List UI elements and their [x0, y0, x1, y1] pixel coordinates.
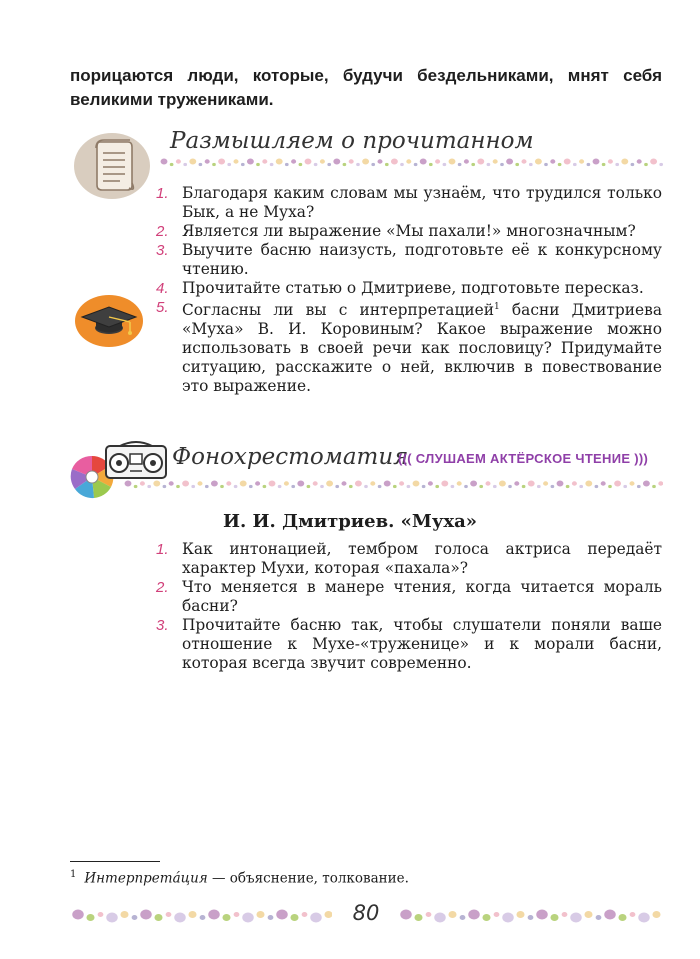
decorative-dot	[608, 485, 612, 488]
decorative-dot	[543, 481, 548, 485]
decorative-dot	[644, 163, 648, 166]
question-number: 3.	[156, 617, 169, 634]
decorative-dot	[468, 910, 480, 920]
decorative-dot	[268, 915, 274, 920]
decorative-dot	[422, 485, 426, 488]
decorative-dot	[326, 481, 333, 487]
decorative-dot	[320, 159, 325, 163]
footnote-marker: 1	[70, 869, 77, 880]
decorative-dot	[477, 159, 484, 165]
list-item	[148, 222, 662, 241]
decorative-dot	[341, 481, 346, 485]
decorative-dot	[585, 481, 592, 487]
decorative-dot	[464, 485, 468, 488]
page-number: 80	[352, 901, 380, 925]
decorative-dot-line	[158, 156, 663, 170]
decorative-dot	[305, 159, 312, 165]
decorative-dot	[457, 481, 462, 485]
decorative-dot	[242, 913, 254, 923]
question-number: 1.	[156, 185, 169, 202]
decorative-dot	[269, 481, 276, 487]
decorative-dot	[263, 485, 267, 488]
decorative-dot	[276, 159, 283, 165]
decorative-dot	[310, 913, 322, 923]
decorative-dot	[400, 910, 412, 920]
footnote-divider	[70, 861, 160, 862]
decorative-dot	[629, 481, 634, 485]
intro-paragraph: порицаются люди, которые, будучи бездельниками, мнят себя великими тружениками.	[70, 66, 662, 109]
decorative-dot	[297, 481, 304, 487]
question-number: 4.	[156, 280, 169, 297]
decorative-dot	[147, 485, 151, 488]
decorative-dot	[566, 485, 570, 488]
decorative-dot	[413, 481, 420, 487]
decorative-dot	[371, 163, 375, 166]
decorative-dot	[570, 913, 582, 923]
tape-recorder-icon	[104, 438, 168, 480]
decorative-dot	[573, 163, 577, 166]
decorative-dot	[176, 485, 180, 488]
question-number: 1.	[156, 541, 169, 558]
decorative-dot	[284, 481, 289, 485]
decorative-dot	[550, 159, 555, 163]
decorative-dot	[593, 159, 600, 165]
list-item	[148, 184, 662, 222]
decorative-dot	[299, 163, 303, 166]
decorative-dot	[270, 163, 274, 166]
decorative-dot	[493, 159, 498, 163]
question-number: 5.	[156, 299, 169, 316]
decorative-dot	[451, 485, 455, 488]
decorative-dot	[443, 163, 447, 166]
question-text: Прочитайте басню так, чтобы слушатели поняли ваше отношение к Мухе-«труженице» и к морали басни, которая всегда звучит современно.	[182, 616, 662, 672]
decorative-dot	[333, 159, 340, 165]
decorative-dot	[448, 911, 456, 918]
decorative-dot	[120, 911, 128, 918]
decorative-dot	[370, 481, 375, 485]
decorative-dot	[218, 159, 225, 165]
decorative-dot	[506, 159, 513, 165]
decorative-dot	[191, 485, 195, 488]
decorative-dot	[529, 163, 533, 166]
question-text: Как интонацией, тембром голоса актриса передаёт характер Мухи, которая «пахала»?	[182, 540, 662, 577]
decorative-dot	[393, 485, 397, 488]
decorative-dot	[378, 485, 382, 488]
decorative-dot	[493, 485, 497, 488]
decorative-dot	[414, 914, 422, 921]
decorative-dot	[182, 481, 189, 487]
decorative-dot	[134, 485, 138, 488]
decorative-dot	[320, 485, 324, 488]
question-text: Выучите басню наизусть, подготовьте её к конкурсному чтению.	[182, 241, 662, 278]
decorative-dot	[420, 159, 427, 165]
decorative-dot	[291, 159, 296, 163]
decorative-dot	[584, 911, 592, 918]
footnote-definition: — объяснение, толкование.	[207, 870, 409, 887]
decorative-dot	[355, 481, 362, 487]
decorative-dot	[652, 911, 660, 918]
decorative-dot	[314, 163, 318, 166]
decorative-dot	[482, 914, 490, 921]
decorative-dot	[601, 481, 606, 485]
decorative-dot	[615, 163, 619, 166]
decorative-dot	[106, 913, 118, 923]
decorative-dot	[479, 485, 483, 488]
decorative-dot	[154, 914, 162, 921]
decorative-dot	[558, 163, 562, 166]
decorative-dot	[458, 163, 462, 166]
decorative-dot	[659, 163, 663, 166]
decorative-dot	[500, 163, 504, 166]
decorative-dot	[535, 159, 542, 165]
decorative-dot	[313, 481, 318, 485]
decorative-dot	[621, 159, 628, 165]
decorative-dot	[630, 912, 636, 917]
decorative-dot	[132, 915, 138, 920]
decorative-dot	[407, 485, 411, 488]
decorative-dot	[572, 481, 577, 485]
decorative-dot	[262, 159, 267, 163]
decorative-dot	[212, 163, 216, 166]
decorative-dot	[290, 914, 298, 921]
decorative-dot	[188, 911, 196, 918]
footnote-term: Интерпретáция	[84, 870, 208, 887]
decorative-dot	[595, 485, 599, 488]
decorative-dot	[278, 485, 282, 488]
scroll-icon	[72, 128, 152, 200]
list-item	[148, 298, 662, 396]
decorative-dot	[349, 159, 354, 163]
decorative-dot	[471, 163, 475, 166]
decorative-dot	[435, 159, 440, 163]
decorative-dot	[205, 159, 210, 163]
decorative-dot	[521, 159, 526, 163]
decorative-dot	[631, 163, 635, 166]
decorative-dot	[140, 910, 152, 920]
decorative-dot	[163, 485, 167, 488]
decorative-dot	[514, 481, 519, 485]
question-number: 3.	[156, 242, 169, 259]
decorative-dot	[174, 913, 186, 923]
decorative-dot	[650, 159, 657, 165]
decorative-dot	[241, 163, 245, 166]
decorative-dot	[189, 159, 196, 165]
decorative-dot	[226, 481, 231, 485]
decorative-dot	[537, 485, 541, 488]
decorative-dot	[356, 163, 360, 166]
decorative-dot-line	[398, 907, 662, 925]
decorative-dot	[211, 481, 218, 487]
decorative-dot	[166, 912, 172, 917]
decorative-dot	[240, 481, 247, 487]
list-item	[148, 279, 662, 298]
decorative-dot	[98, 912, 104, 917]
decorative-dot	[449, 159, 456, 165]
decorative-dot	[608, 159, 613, 163]
decorative-dot	[470, 481, 477, 487]
decorative-dot	[544, 163, 548, 166]
decorative-dot	[579, 485, 583, 488]
decorative-dot	[256, 911, 264, 918]
decorative-dot	[302, 912, 308, 917]
decorative-dot	[220, 485, 224, 488]
decorative-dot	[391, 159, 398, 165]
decorative-dot	[364, 485, 368, 488]
decorative-dot	[638, 913, 650, 923]
question-text: Согласны ли вы с интерпретацией	[182, 301, 494, 320]
decorative-dot	[234, 485, 238, 488]
decorative-dot	[623, 485, 627, 488]
decorative-dot	[528, 481, 535, 487]
decorative-dot	[406, 159, 411, 163]
decorative-dot	[72, 910, 84, 920]
reflection-question-list	[148, 184, 662, 396]
decorative-dot	[233, 159, 238, 163]
decorative-dot	[343, 163, 347, 166]
listening-question-list	[148, 540, 662, 673]
decorative-dot	[522, 485, 526, 488]
decorative-dot	[324, 911, 332, 918]
decorative-dot	[247, 159, 254, 165]
decorative-dot	[551, 485, 555, 488]
decorative-dot	[170, 163, 174, 166]
list-item	[148, 241, 662, 279]
decorative-dot	[460, 915, 466, 920]
decorative-dot	[414, 163, 418, 166]
decorative-dot	[199, 163, 203, 166]
decorative-dot	[362, 159, 369, 165]
decorative-dot	[125, 481, 132, 487]
decorative-dot	[618, 914, 626, 921]
decorative-dot	[564, 159, 571, 165]
decorative-dot	[550, 914, 558, 921]
decorative-dot	[494, 912, 500, 917]
decorative-dot	[291, 485, 295, 488]
decorative-dot	[658, 481, 663, 485]
footnote-reference: 1	[493, 302, 500, 312]
work-title: И. И. Дмитриев. «Муха»	[223, 511, 477, 532]
decorative-dot	[227, 163, 231, 166]
section-heading-reflection: Размышляем о прочитанном	[170, 128, 534, 154]
listen-banner: ((( СЛУШАЕМ АКТЁРСКОЕ ЧТЕНИЕ )))	[398, 451, 649, 466]
decorative-dot	[643, 481, 650, 487]
decorative-dot	[637, 485, 641, 488]
decorative-dot	[183, 163, 187, 166]
decorative-dot	[222, 914, 230, 921]
decorative-dot	[327, 163, 331, 166]
decorative-dot	[596, 915, 602, 920]
decorative-dot	[562, 912, 568, 917]
decorative-dot	[428, 481, 433, 485]
decorative-dot	[587, 163, 591, 166]
decorative-dot	[169, 481, 174, 485]
decorative-dot	[614, 481, 621, 487]
decorative-dot	[429, 163, 433, 166]
decorative-dot	[604, 910, 616, 920]
question-text: басни Дмитриева «Муха» В. И. Коровиным? Какое выражение можно использовать в своей речи как пословицу? Придумайте ситуацию, расскажите о ней, включив в повествование это выражение.	[182, 301, 662, 396]
decorative-dot	[153, 481, 160, 487]
decorative-dot	[249, 485, 253, 488]
decorative-dot	[276, 910, 288, 920]
decorative-dot	[516, 911, 524, 918]
decorative-dot	[384, 481, 391, 487]
question-number: 2.	[156, 579, 169, 596]
decorative-dot	[637, 159, 642, 163]
decorative-dot	[234, 912, 240, 917]
decorative-dot	[508, 485, 512, 488]
decorative-dot	[487, 163, 491, 166]
decorative-dot	[256, 163, 260, 166]
decorative-dot	[485, 481, 490, 485]
list-item	[148, 578, 662, 616]
decorative-dot	[200, 915, 206, 920]
decorative-dot	[652, 485, 656, 488]
question-number: 2.	[156, 223, 169, 240]
decorative-dot	[502, 913, 514, 923]
footnote	[70, 869, 409, 887]
decorative-dot	[86, 914, 94, 921]
decorative-dot	[208, 910, 220, 920]
decorative-dot	[335, 485, 339, 488]
section-heading-phonochrestomathy: Фонохрестоматия	[172, 444, 409, 470]
decorative-dot	[536, 910, 548, 920]
decorative-dot	[140, 481, 145, 485]
decorative-dot	[349, 485, 353, 488]
decorative-dot	[426, 912, 432, 917]
decorative-dot	[377, 159, 382, 163]
decorative-dot-line	[122, 478, 663, 492]
decorative-dot	[285, 163, 289, 166]
decorative-dot	[161, 159, 168, 165]
decorative-dot	[400, 163, 404, 166]
decorative-dot	[579, 159, 584, 163]
list-item	[148, 540, 662, 578]
decorative-dot-line	[70, 907, 332, 925]
decorative-dot	[399, 481, 404, 485]
question-text: Благодаря каким словам мы узнаём, что трудился только Бык, а не Муха?	[182, 184, 662, 221]
decorative-dot	[528, 915, 534, 920]
decorative-dot	[385, 163, 389, 166]
decorative-dot	[197, 481, 202, 485]
question-text: Что меняется в манере чтения, когда читается мораль басни?	[182, 578, 662, 615]
decorative-dot	[205, 485, 209, 488]
question-text: Прочитайте статью о Дмитриеве, подготовьте пересказ.	[182, 279, 644, 297]
decorative-dot	[464, 159, 469, 163]
decorative-dot	[515, 163, 519, 166]
decorative-dot	[176, 159, 181, 163]
question-text: Является ли выражение «Мы пахали!» многозначным?	[182, 222, 636, 240]
graduation-cap-icon	[74, 292, 144, 348]
decorative-dot	[441, 481, 448, 487]
decorative-dot	[499, 481, 506, 487]
decorative-dot	[307, 485, 311, 488]
decorative-dot	[435, 485, 439, 488]
decorative-dot	[255, 481, 260, 485]
list-item	[148, 616, 662, 673]
decorative-dot	[557, 481, 564, 487]
decorative-dot	[602, 163, 606, 166]
decorative-dot	[434, 913, 446, 923]
